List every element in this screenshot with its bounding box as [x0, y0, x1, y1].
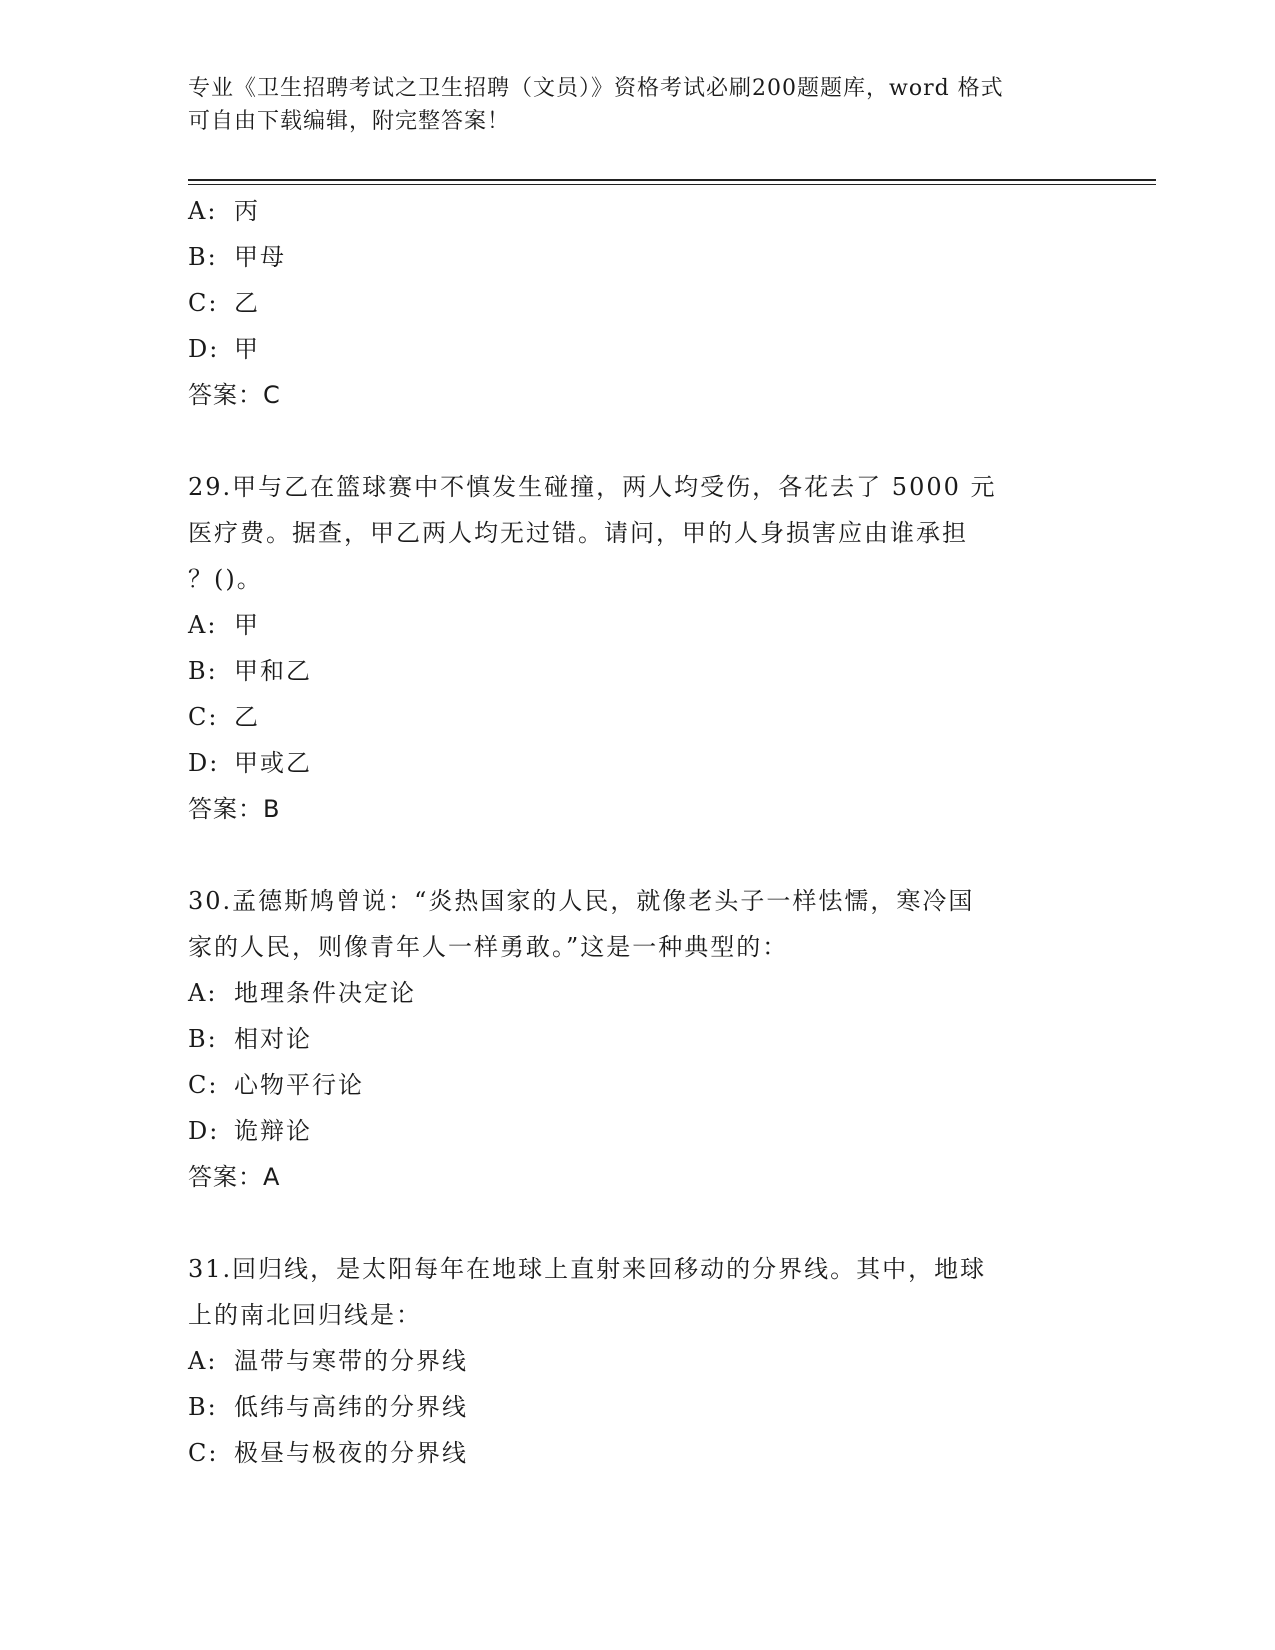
- option-d: [188, 1108, 1088, 1154]
- option-d: [188, 326, 1088, 372]
- document-body: [188, 188, 1088, 1476]
- question-text-line: 31.回归线，是太阳每年在地球上直射来回移动的分界线。其中，地球: [188, 1255, 987, 1283]
- option-a: [188, 970, 1088, 1016]
- option-b: [188, 1384, 1088, 1430]
- header-rule-thick: [188, 179, 1156, 181]
- option-letter: C:: [188, 289, 219, 317]
- option-letter: C:: [188, 1071, 219, 1099]
- option-text: 甲和乙: [234, 657, 312, 685]
- option-a: [188, 602, 1088, 648]
- option-letter: B:: [188, 657, 218, 685]
- header-line-1: 专业《卫生招聘考试之卫生招聘（文员）》资格考试必刷200题题库，word 格式: [188, 76, 1004, 101]
- spacer: [188, 418, 1088, 464]
- option-text: 甲或乙: [234, 749, 312, 777]
- header-line-2: 可自由下载编辑，附完整答案！: [188, 109, 511, 134]
- option-c: [188, 280, 1088, 326]
- option-a: [188, 188, 1088, 234]
- question-text-line: 家的人民，则像青年人一样勇敢。”这是一种典型的：: [188, 933, 789, 961]
- option-letter: B:: [188, 1025, 218, 1053]
- spacer: [188, 832, 1088, 878]
- question-text-line: 29.甲与乙在篮球赛中不慎发生碰撞，两人均受伤，各花去了 5000 元: [188, 473, 997, 501]
- question-text-line: 30.孟德斯鸠曾说：“炎热国家的人民，就像老头子一样怯懦，寒冷国: [188, 887, 975, 915]
- question-text-line: 医疗费。据查，甲乙两人均无过错。请问，甲的人身损害应由谁承担: [188, 519, 968, 547]
- option-b: [188, 648, 1088, 694]
- option-letter: A:: [188, 197, 218, 225]
- option-text: 甲母: [234, 243, 286, 271]
- question-text-line: ？()。: [188, 565, 263, 593]
- option-text: 诡辩论: [234, 1117, 312, 1145]
- option-text: 甲: [234, 335, 260, 363]
- option-text: 极昼与极夜的分界线: [234, 1439, 468, 1467]
- option-text: 地理条件决定论: [234, 979, 416, 1007]
- option-letter: D:: [188, 1117, 220, 1145]
- option-text: 温带与寒带的分界线: [234, 1347, 468, 1375]
- option-text: 低纬与高纬的分界线: [234, 1393, 468, 1421]
- question-text-line: 上的南北回归线是：: [188, 1301, 422, 1329]
- answer-line: 答案：C: [188, 381, 281, 409]
- option-d: [188, 740, 1088, 786]
- header-rule-thin: [188, 184, 1156, 185]
- option-text: 心物平行论: [234, 1071, 364, 1099]
- question-block-30: [188, 878, 1088, 1200]
- option-letter: A:: [188, 1347, 218, 1375]
- option-c: [188, 1062, 1088, 1108]
- option-letter: B:: [188, 1393, 218, 1421]
- option-b: [188, 1016, 1088, 1062]
- option-text: 乙: [234, 289, 260, 317]
- spacer: [188, 1200, 1088, 1246]
- option-letter: D:: [188, 335, 220, 363]
- option-text: 相对论: [234, 1025, 312, 1053]
- option-letter: C:: [188, 1439, 219, 1467]
- option-text: 乙: [234, 703, 260, 731]
- option-letter: B:: [188, 243, 218, 271]
- document-header: [188, 72, 1068, 138]
- option-letter: A:: [188, 611, 218, 639]
- option-letter: C:: [188, 703, 219, 731]
- answer-line: 答案：B: [188, 795, 281, 823]
- question-block-29: [188, 464, 1088, 832]
- question-block-28: [188, 188, 1088, 418]
- option-text: 丙: [234, 197, 260, 225]
- option-c: [188, 1430, 1088, 1476]
- question-block-31: [188, 1246, 1088, 1476]
- option-letter: D:: [188, 749, 220, 777]
- option-b: [188, 234, 1088, 280]
- option-text: 甲: [234, 611, 260, 639]
- option-c: [188, 694, 1088, 740]
- option-letter: A:: [188, 979, 218, 1007]
- answer-line: 答案：A: [188, 1163, 281, 1191]
- option-a: [188, 1338, 1088, 1384]
